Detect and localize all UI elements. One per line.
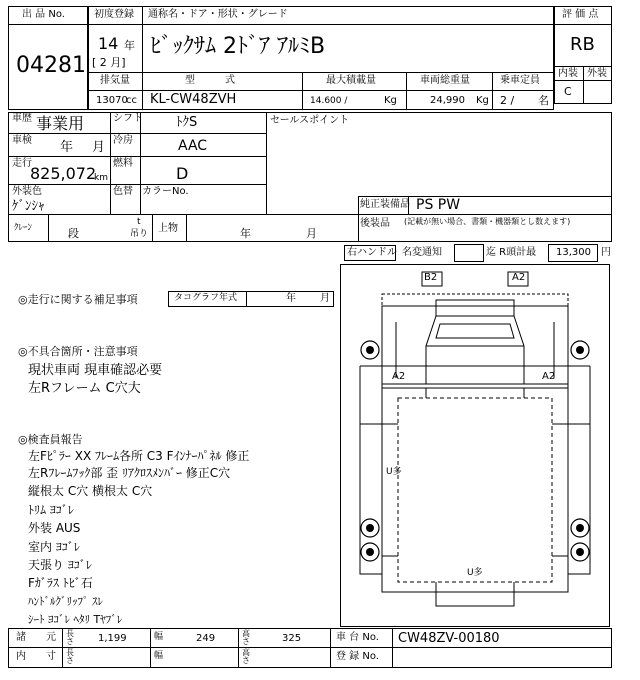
inspector-line: Fｶﾞﾗｽ ﾄﾋﾞ石	[28, 576, 93, 590]
mileage-value: 825,072	[30, 164, 97, 183]
first-registration-label: 初度登録	[94, 9, 134, 20]
model-value: KL-CW48ZVH	[150, 92, 237, 107]
inspector-line: 縦根太 C穴 横根太 C穴	[28, 484, 153, 498]
damage-mark: B2	[424, 272, 438, 283]
vehicle-name-label: 通称名・ドア・形状・グレード	[148, 9, 288, 20]
displacement-unit: cc	[126, 95, 137, 106]
dims-length-label: 長さ	[66, 629, 74, 646]
interior-grade-value: C	[564, 85, 572, 98]
color-no-label: カラーNo.	[142, 186, 189, 197]
ac-value: AAC	[178, 138, 208, 154]
inspector-line: ﾊﾝﾄﾞﾙｸﾞﾘｯﾌﾟ ｽﾚ	[28, 595, 103, 608]
grade-value: RB	[570, 34, 595, 55]
equipment-value: PS PW	[416, 197, 461, 213]
lot-no: 04281	[16, 53, 86, 78]
body-label: 上物	[158, 223, 178, 234]
inspection-year: 年	[60, 140, 74, 155]
gross-weight-value: 24,990	[430, 95, 465, 106]
history-value: 事業用	[36, 114, 85, 133]
recorded-mileage: 13,300	[556, 247, 591, 258]
model-label: 型 式	[185, 75, 235, 86]
interior-width-label: 幅	[154, 651, 164, 661]
crane-ton: t	[137, 217, 141, 227]
defect-line: 左Rフレーム C穴大	[28, 381, 141, 396]
equipment-label: 純正装備品	[360, 199, 410, 210]
ext-color-label: 外装色	[12, 186, 42, 197]
owner-change-box	[454, 244, 484, 262]
tacho-month: 月	[320, 293, 330, 304]
inspection-month: 月	[92, 140, 106, 155]
owner-change-label: 名変通知	[402, 247, 442, 258]
tachograph-label: タコグラフ年式	[174, 293, 238, 303]
tacho-year: 年	[286, 293, 296, 304]
vehicle-title: ﾋﾞｯｸｻﾑ 2ﾄﾞｱ ｱﾙﾐB	[150, 34, 326, 59]
aftermarket-label: 後装品	[360, 218, 390, 229]
mileage-note: 迄 R頭計最	[486, 247, 537, 258]
first-reg-year: 14	[98, 34, 119, 53]
inspector-line: 外装 AUS	[28, 521, 81, 535]
ext-color-value: ｹﾞﾝｼｬ	[12, 199, 45, 214]
gross-weight-label: 車両総重量	[420, 75, 470, 86]
damage-mark: A2	[512, 272, 526, 283]
history-label: 車歴	[12, 113, 32, 124]
aftermarket-note: (記載が無い場合、書類・機器類とし数えます)	[404, 217, 571, 226]
gross-weight-unit: Kg	[476, 95, 489, 106]
dims-width: 249	[196, 633, 216, 644]
registration-label: 登 録 No.	[336, 651, 379, 662]
inspector-line: 左Rﾌﾚｰﾑﾌｯｸ部 歪 ﾘｱｸﾛｽﾒﾝﾊﾞｰ 修正C穴	[28, 466, 231, 480]
body-year: 年	[240, 227, 251, 240]
dims-length: 1,199	[98, 633, 127, 644]
driving-notes-title: ◎走行に関する補足事項	[18, 293, 138, 306]
interior-height-label: 高さ	[242, 648, 250, 665]
year-unit: 年	[124, 39, 135, 52]
grade-label: 評 価 点	[562, 9, 599, 20]
body-month: 月	[306, 227, 317, 240]
rhd-label: 右ハンドル	[347, 247, 397, 258]
inspector-line: 室内 ﾖｺﾞﾚ	[28, 540, 80, 554]
dims-label: 諸 元	[16, 632, 56, 643]
damage-mark: A2	[392, 371, 406, 382]
lot-no-label: 出 品 No.	[22, 9, 65, 20]
first-reg-month: [ 2 月]	[92, 56, 126, 69]
inspector-line: 左Fﾋﾟﾗｰ XX ﾌﾚｰﾑ各所 C3 Fｲﾝﾅｰﾊﾟﾈﾙ 修正	[28, 449, 250, 463]
max-load-unit: Kg	[384, 95, 397, 106]
inspector-line: 天張り ﾖｺﾞﾚ	[28, 558, 92, 572]
displacement-label: 排気量	[100, 75, 130, 86]
interior-length-label: 長さ	[66, 648, 74, 665]
chassis-label: 車 台 No.	[336, 632, 379, 643]
interior-grade-label: 内装	[558, 68, 578, 79]
fuel-value: D	[176, 164, 189, 183]
damage-mark: A2	[542, 371, 556, 382]
crane-label: ｸﾚｰﾝ	[14, 223, 33, 233]
interior-dims-label: 内 寸	[16, 651, 56, 662]
fuel-label: 燃料	[113, 158, 133, 169]
capacity-label: 乗車定員	[500, 75, 540, 86]
dims-width-label: 幅	[154, 632, 164, 642]
inspector-line: ﾄﾘﾑ ﾖｺﾞﾚ	[28, 503, 74, 517]
dims-height: 325	[282, 633, 302, 644]
max-load-value: 14.600 /	[310, 96, 348, 106]
shift-label: シフト	[113, 113, 143, 124]
capacity-value: 2 /	[500, 94, 515, 107]
color-change-label: 色替	[113, 186, 133, 197]
mileage-unit: km	[94, 173, 108, 183]
displacement-value: 13070	[96, 95, 128, 106]
inspector-title: ◎検査員報告	[18, 433, 83, 446]
ac-label: 冷房	[113, 135, 133, 146]
damage-mark: U多	[467, 568, 483, 578]
inspection-label: 車検	[12, 135, 32, 146]
chassis-no: CW48ZV-00180	[398, 631, 500, 646]
exterior-grade-label: 外装	[587, 68, 607, 79]
defect-line: 現状車両 現車確認必要	[28, 363, 163, 378]
max-load-label: 最大積載量	[326, 75, 376, 86]
sales-point-label: セールスポイント	[270, 115, 350, 126]
dims-height-label: 高さ	[242, 629, 250, 646]
crane-stage: 段	[68, 227, 79, 240]
damage-mark: U多	[386, 467, 402, 477]
defects-title: ◎不具合箇所・注意事項	[18, 345, 138, 358]
mileage-label: 走行	[12, 158, 32, 169]
crane-lift: 吊り	[130, 229, 149, 239]
recorded-unit: 円	[601, 247, 611, 258]
capacity-unit: 名	[538, 94, 549, 107]
inspector-line: ｼｰﾄ ﾖｺﾞﾚ ﾍﾀﾘ Tﾔﾌﾞﾚ	[28, 613, 123, 626]
shift-value: ﾄｸS	[176, 115, 198, 130]
